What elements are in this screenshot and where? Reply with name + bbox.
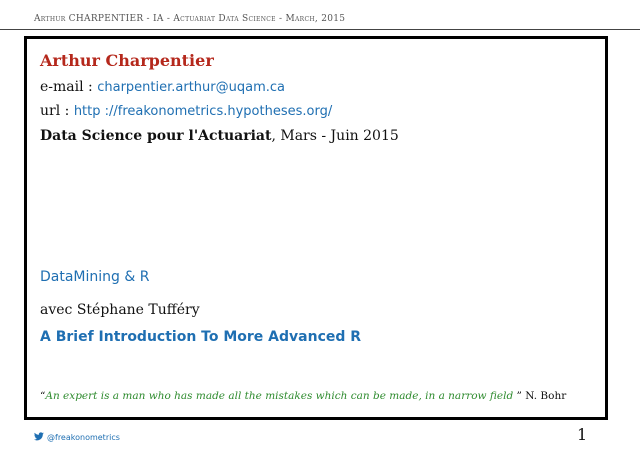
coauthor-line: avec Stéphane Tufféry — [40, 302, 200, 318]
section-title: DataMining & R — [40, 269, 150, 285]
website-link[interactable]: http ://freakonometrics.hypotheses.org/ — [73, 104, 333, 119]
running-header: Arthur CHARPENTIER - IA - Actuariat Data Science - March, 2015 — [34, 14, 346, 24]
url-line — [40, 103, 332, 119]
page-number: 1 — [577, 425, 588, 444]
email-label: e-mail : — [40, 79, 98, 95]
author-name: Arthur Charpentier — [40, 51, 214, 70]
presentation-subtitle: A Brief Introduction To More Advanced R — [40, 329, 362, 345]
twitter-handle: @freakonometrics — [47, 433, 120, 442]
url-label: url : — [40, 103, 74, 119]
course-dates: , Mars - Juin 2015 — [271, 128, 399, 144]
course-line — [40, 128, 399, 144]
twitter-bird-icon — [34, 432, 44, 441]
header-divider — [0, 29, 640, 30]
quote-open-mark: “ — [40, 390, 46, 402]
quote — [40, 390, 566, 402]
twitter-handle-link[interactable] — [34, 432, 120, 442]
email-link[interactable]: charpentier.arthur@uqam.ca — [97, 80, 285, 95]
quote-text: An expert is a man who has made all the mistakes which can be made, in a narrow field — [45, 390, 514, 402]
quote-attribution: ” N. Bohr — [513, 390, 567, 402]
email-line — [40, 79, 285, 95]
course-title: Data Science pour l'Actuariat — [40, 128, 272, 144]
